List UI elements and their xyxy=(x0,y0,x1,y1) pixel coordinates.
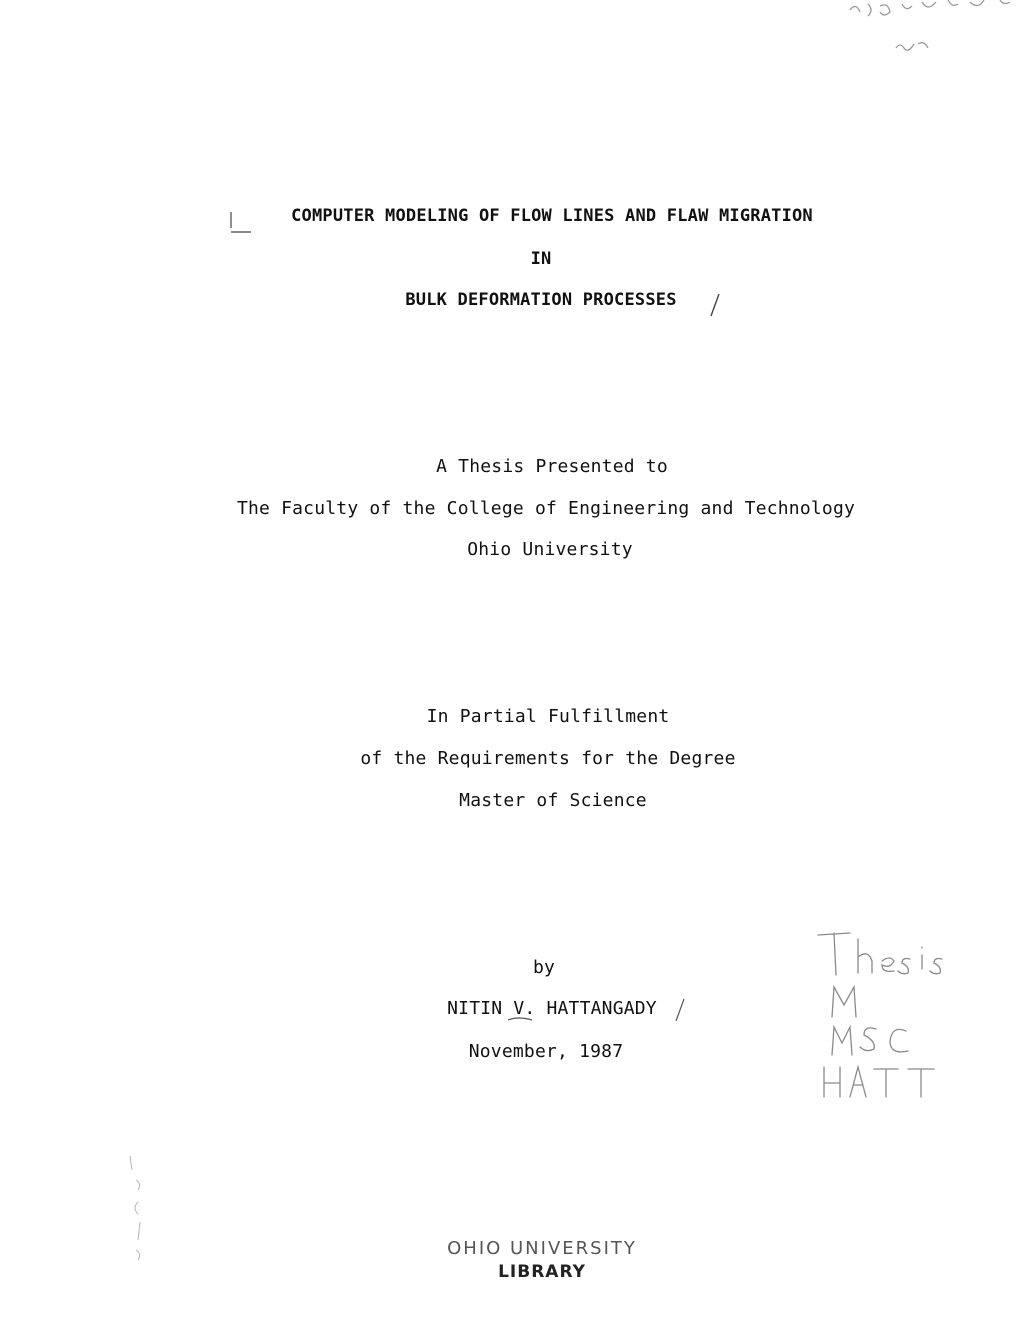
presented-to-line: A Thesis Presented to xyxy=(436,456,668,477)
handwritten-accession-number xyxy=(840,0,1020,60)
thesis-title-line-3: BULK DEFORMATION PROCESSES xyxy=(405,290,677,310)
handwritten-call-number xyxy=(810,925,970,1100)
date-line: November, 1987 xyxy=(468,1041,624,1062)
by-line: by xyxy=(532,957,556,978)
author-underline-mark xyxy=(506,1014,536,1026)
faculty-line: The Faculty of the College of Engineering and Technology xyxy=(236,498,856,519)
thesis-title-line-2: IN xyxy=(530,249,552,269)
library-stamp-line-2: LIBRARY xyxy=(498,1262,586,1282)
university-line: Ohio University xyxy=(467,539,633,560)
author-slash-mark xyxy=(670,995,690,1025)
requirements-line: of the Requirements for the Degree xyxy=(360,748,736,769)
partial-fulfillment-line: In Partial Fulfillment xyxy=(426,706,670,727)
slash-mark-right xyxy=(705,290,725,320)
library-stamp-line-1: OHIO UNIVERSITY xyxy=(447,1238,637,1259)
thesis-title-line-1: COMPUTER MODELING OF FLOW LINES AND FLAW MIGRATION xyxy=(291,206,813,226)
author-name: NITIN V. HATTANGADY xyxy=(447,998,657,1019)
degree-line: Master of Science xyxy=(459,790,647,811)
